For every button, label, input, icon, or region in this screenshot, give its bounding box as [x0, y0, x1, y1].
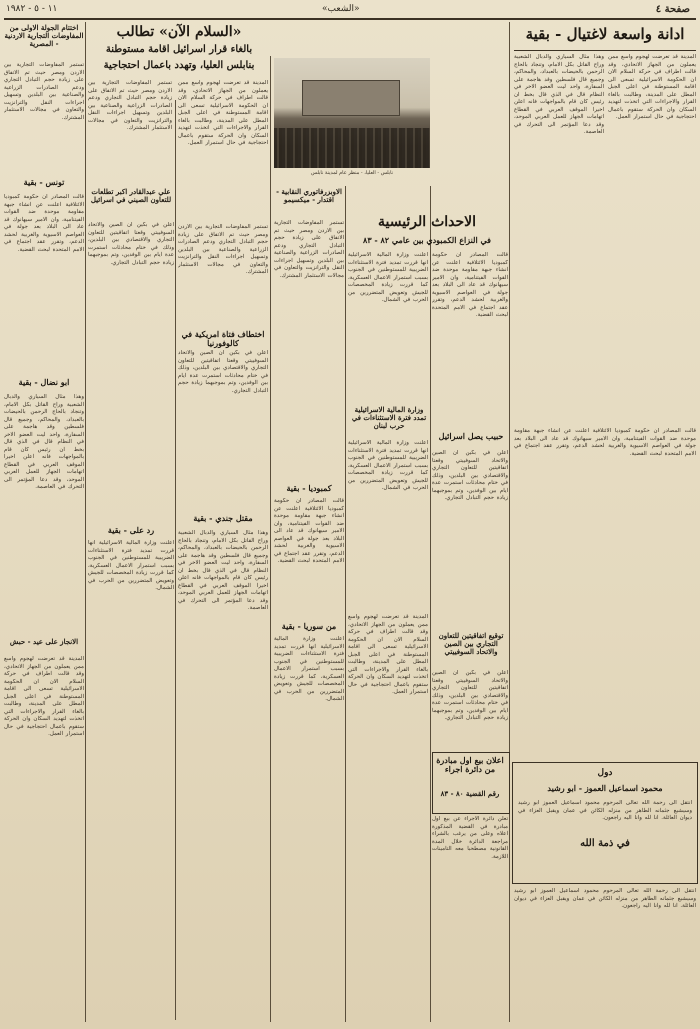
article-text: اعلنت وزارة المالية الاسرائيلية انها قررت تمديد فترة الاستثناءات الضريبية للمستوطنين في الجنوب بسبب استمرار الاعمال العسكرية، كما قررت زيادة المخصصات للجيش وتعويض المتضررين من الحرب في الشمال.: [274, 636, 344, 702]
main-events-headline: الاحداث الرئيسية: [377, 214, 477, 230]
article-text: اعلنت وزارة المالية الاسرائيلية انها قررت تمديد فترة الاستثناءات الضريبية للمستوطنين في الجنوب بسبب استمرار الاعمال العسكرية، كما قررت زيادة المخصصات للجيش وتعويض المتضررين من الحرب في الشمال.: [88, 540, 174, 591]
obituary-name: محمود اسماعيل العموز - ابو رشيد: [547, 783, 663, 793]
column-divider: [85, 22, 86, 1022]
notice-title: اعلان بيع اول مبادرة من دائرة اجراء: [436, 755, 504, 775]
page-header: [0, 0, 700, 18]
section-headline: علي عبدالقادر اكبر تطلعات للتعاون الصيني في اسرائيل: [90, 187, 172, 205]
column-divider: [175, 100, 176, 1020]
article-text: تستمر المفاوضات التجارية بين الاردن ومصر حيث تم الاتفاق على زيادة حجم التبادل التجاري ودعم الصادرات الزراعية والصناعية بين البلدين وتسهيل اجراءات النقل والترانزيت والتعاون في مجالات الاستثمار المشترك.: [274, 220, 344, 279]
section-headline: حبيب يصل اسرائيل: [438, 431, 504, 441]
section-headline: الاوبزرفاتوري النقابية - اقتدار - ميكسيمو: [276, 187, 342, 205]
column-divider: [509, 22, 510, 1022]
article-text: وهذا مثال السياري والدبال الشعبية وراح القاتل بكل الامام، وتنجاد بالحاج الرحمن بالحيضات بالعبداد، والمحاكم، وجميع قال فلسطين وقد هاجمة على السفارة، واحد ليت العضو الاخر في النظام قال في الذي قال بخط ان رئيس كان قام بالمواجهات فانه اعلن اخيرا الموقف العربي في القطاع اتهامات الجهاز للعمل العربي الموحد، وقد دعا المؤتمر الى التحرك في العاصمة.: [178, 530, 268, 611]
article-text: تعلن دائرة الاجراء عن بيع اول مبادرة في القضية المذكورة اعلاه وعلى من يرغب بالشراء مراجعة الدائرة خلال المدة القانونية مصطحبا معه التامينات اللازمة.: [432, 816, 508, 860]
section-headline: من سوريا - بقية: [281, 621, 337, 631]
left-headline: الانجاز على عيد - حبش: [9, 637, 79, 646]
article-text: قالت المصادر ان حكومة كمبوديا الائتلافية اعلنت عن انشاء جبهة مقاومة موحدة ضد القوات الفيتنامية، وان الامير سيهانوك قد عاد الى البلاد بعد جولة في العواصم الاسيوية والغربية لحشد الدعم، وتقرر عقد اجتماع في الامم المتحدة لبحث القضية.: [432, 252, 508, 318]
article-text: تستمر المفاوضات التجارية بين الاردن ومصر حيث تم الاتفاق على زيادة حجم التبادل التجاري ودعم الصادرات الزراعية والصناعية بين البلدين وتسهيل اجراءات النقل والترانزيت والتعاون في مجالات الاستثمار المشترك.: [178, 224, 268, 275]
article-text: اعلن في بكين ان الصين والاتحاد السوفييتي وقعتا اتفاقيتين للتعاون التجاري والاقتصادي بين البلدين، وذلك في ختام محادثات استمرت عدة ايام بين الوفدين، وتم بموجبهما زيادة حجم التبادل التجاري.: [432, 450, 508, 501]
right-main-headline: ادانة واسعة لاغتيال - بقية: [525, 25, 685, 43]
article-text: اعلن في بكين ان الصين والاتحاد السوفييتي وقعتا اتفاقيتين للتعاون التجاري والاقتصادي بين البلدين، وذلك في ختام محادثات استمرت عدة ايام بين الوفدين، وتم بموجبهما زيادة حجم التبادل التجاري.: [88, 222, 174, 266]
notice-case: رقم القضية ٨٠ - ٨٣: [440, 789, 500, 798]
section-headline: كمبوديا - بقية: [286, 483, 332, 493]
center-subhead: بنابلس العليا، وتهدد باعمال احتجاجية: [103, 60, 255, 71]
divider: [514, 50, 696, 51]
left-headline: ابو نضال - بقية: [18, 377, 70, 387]
article-text: اعلنت وزارة المالية الاسرائيلية انها قررت تمديد فترة الاستثناءات الضريبية للمستوطنين في الجنوب بسبب استمرار الاعمال العسكرية، كما قررت زيادة المخصصات للجيش وتعويض المتضررين من الحرب في الشمال.: [348, 252, 428, 303]
article-text: المدينة قد تعرضت لهجوم واسع ممن يعملون من الجهاز الاتحادي، وقد قالت اطراف في حركة السلام الان ان الحكومة الاسرائيلية تسعى الى اقامة المستوطنة في اعلى الجبل المطل على المدينة، وطالبت بالغاء القرار والاجراءات التي اتخذت لتهديد السكان وان الحركة ستقوم باعمال احتجاجية في حال استمرار العمل.: [608, 54, 696, 120]
article-text: اعلن في بكين ان الصين والاتحاد السوفييتي وقعتا اتفاقيتين للتعاون التجاري والاقتصادي بين البلدين، وذلك في ختام محادثات استمرت عدة ايام بين الوفدين، وتم بموجبهما زيادة حجم التبادل التجاري.: [178, 350, 268, 394]
article-text: وهذا مثال السياري والدبال الشعبية وراح القاتل بكل الامام، وتنجاد بالحاج الرحمن بالحيضات بالعبداد، والمحاكم، وجميع قال فلسطين وقد هاجمة على السفارة، واحد ليت العضو الاخر في النظام قال في الذي قال بخط ان رئيس كان قام بالمواجهات فانه اعلن اخيرا الموقف العربي في القطاع اتهامات الجهاز للعمل العربي الموحد، وقد دعا المؤتمر الى التحرك في العاصمة.: [4, 394, 84, 490]
article-text: المدينة قد تعرضت لهجوم واسع ممن يعملون من الجهاز الاتحادي، وقد قالت اطراف في حركة السلام الان ان الحكومة الاسرائيلية تسعى الى اقامة المستوطنة في اعلى الجبل المطل على المدينة، وطالبت بالغاء القرار والاجراءات التي اتخذت لتهديد السكان وان الحركة ستقوم باعمال احتجاجية في حال استمرار العمل.: [178, 80, 268, 146]
main-events-subhead: في النزاع الكمبودي بين عامي ٨٢ - ٨٣: [363, 235, 491, 245]
obituary-title: دول: [597, 768, 613, 778]
photo-crowd: [274, 128, 430, 168]
article-text: تستمر المفاوضات التجارية بين الاردن ومصر حيث تم الاتفاق على زيادة حجم التبادل التجاري ودعم الصادرات الزراعية والصناعية بين البلدين وتسهيل اجراءات النقل والترانزيت والتعاون في مجالات الاستثمار المشترك.: [88, 80, 172, 131]
page-number: صفحة ٤: [655, 4, 690, 15]
news-photo: [274, 58, 430, 168]
section-headline: اختطاف فتاة امريكية في كالوفورنيا: [181, 329, 265, 349]
left-headline: اختتام الجولة الاولى من المفاوضات التجارية الاردنية - المصرية: [4, 23, 84, 49]
section-headline: رد على - بقية: [107, 525, 155, 535]
article-text: تستمر المفاوضات التجارية بين الاردن ومصر حيث تم الاتفاق على زيادة حجم التبادل التجاري ودعم الصادرات الزراعية والصناعية بين البلدين وتسهيل اجراءات النقل والترانزيت والتعاون في مجالات الاستثمار المشترك.: [4, 62, 84, 121]
obituary-heading: في ذمة الله: [580, 838, 630, 849]
section-headline: وزارة المالية الاسرائيلية تمدد فترة الاستثناءات في حرب لبنان: [351, 405, 427, 431]
article-text: اعلنت وزارة المالية الاسرائيلية انها قررت تمديد فترة الاستثناءات الضريبية للمستوطنين في الجنوب بسبب استمرار الاعمال العسكرية، كما قررت زيادة المخصصات للجيش وتعويض المتضررين من الحرب في الشمال.: [348, 440, 428, 491]
center-subhead: بالغاء قرار اسرائيل اقامة مستوطنة: [105, 44, 253, 55]
newspaper-name: «الشعب»: [322, 4, 360, 14]
article-text: المدينة قد تعرضت لهجوم واسع ممن يعملون من الجهاز الاتحادي، وقد قالت اطراف في حركة السلام الان ان الحكومة الاسرائيلية تسعى الى اقامة المستوطنة في اعلى الجبل المطل على المدينة، وطالبت بالغاء القرار والاجراءات التي اتخذت لتهديد السكان وان الحركة ستقوم باعمال احتجاجية في حال استمرار العمل.: [348, 614, 428, 695]
obituary-text: انتقل الى رحمة الله تعالى المرحوم محمود اسماعيل العموز ابو رشيد وسيشيع جثمانه الطاهر من منزله الكائن في عمان ويقبل العزاء في ديوان العائلة. انا لله وانا اليه راجعون.: [518, 800, 692, 821]
section-headline: توقيع اتفاقيتين للتعاون التجاري بين الصين والاتحاد السوفييتي: [438, 631, 504, 657]
issue-date: ١١ - ٥ - ١٩٨٢: [6, 4, 58, 14]
article-text: وهذا مثال السياري والدبال الشعبية وراح القاتل بكل الامام، وتنجاد بالحاج الرحمن بالحيضات بالعبداد، والمحاكم، وجميع قال فلسطين وقد هاجمة على السفارة، واحد ليت العضو الاخر في النظام قال في الذي قال بخط ان رئيس كان قام بالمواجهات فانه اعلن اخيرا الموقف العربي في القطاع اتهامات الجهاز للعمل العربي الموحد، وقد دعا المؤتمر الى التحرك في العاصمة.: [514, 54, 604, 135]
article-text: المدينة قد تعرضت لهجوم واسع ممن يعملون من الجهاز الاتحادي، وقد قالت اطراف في حركة السلام الان ان الحكومة الاسرائيلية تسعى الى اقامة المستوطنة في اعلى الجبل المطل على المدينة، وطالبت بالغاء القرار والاجراءات التي اتخذت لتهديد السكان وان الحركة ستقوم باعمال احتجاجية في حال استمرار العمل.: [4, 656, 84, 737]
center-headline: «السلام الآن» تطالب: [116, 24, 242, 40]
article-text: اعلن في بكين ان الصين والاتحاد السوفييتي وقعتا اتفاقيتين للتعاون التجاري والاقتصادي بين البلدين، وذلك في ختام محادثات استمرت عدة ايام بين الوفدين، وتم بموجبهما زيادة حجم التبادل التجاري.: [432, 670, 508, 721]
section-headline: مقتل جندي - بقية: [193, 513, 253, 523]
article-text: قالت المصادر ان حكومة كمبوديا الائتلافية اعلنت عن انشاء جبهة مقاومة موحدة ضد القوات الفيتنامية، وان الامير سيهانوك قد عاد الى البلاد بعد جولة في العواصم الاسيوية والغربية لحشد الدعم، وتقرر عقد اجتماع في الامم المتحدة لبحث القضية.: [4, 194, 84, 253]
header-rule: [4, 18, 696, 20]
article-text: قالت المصادر ان حكومة كمبوديا الائتلافية اعلنت عن انشاء جبهة مقاومة موحدة ضد القوات الفيتنامية، وان الامير سيهانوك قد عاد الى البلاد بعد جولة في العواصم الاسيوية والغربية لحشد الدعم، وتقرر عقد اجتماع في الامم المتحدة لبحث القضية.: [274, 498, 344, 564]
photo-banner: [302, 80, 400, 116]
photo-caption: نابلس - العليا، - منظر عام لمدينة نابلس: [310, 170, 394, 176]
column-divider: [270, 56, 271, 1022]
column-divider: [430, 186, 431, 1022]
column-divider: [345, 186, 346, 1022]
article-text: قالت المصادر ان حكومة كمبوديا الائتلافية اعلنت عن انشاء جبهة مقاومة موحدة ضد القوات الفيتنامية، وان الامير سيهانوك قد عاد الى البلاد بعد جولة في العواصم الاسيوية والغربية لحشد الدعم، وتقرر عقد اجتماع في الامم المتحدة لبحث القضية.: [514, 428, 696, 457]
article-text: انتقل الى رحمة الله تعالى المرحوم محمود اسماعيل العموز ابو رشيد وسيشيع جثمانه الطاهر من منزله الكائن في عمان ويقبل العزاء في ديوان العائلة. انا لله وانا اليه راجعون.: [514, 888, 696, 909]
left-headline: تونس - بقية: [23, 177, 65, 187]
